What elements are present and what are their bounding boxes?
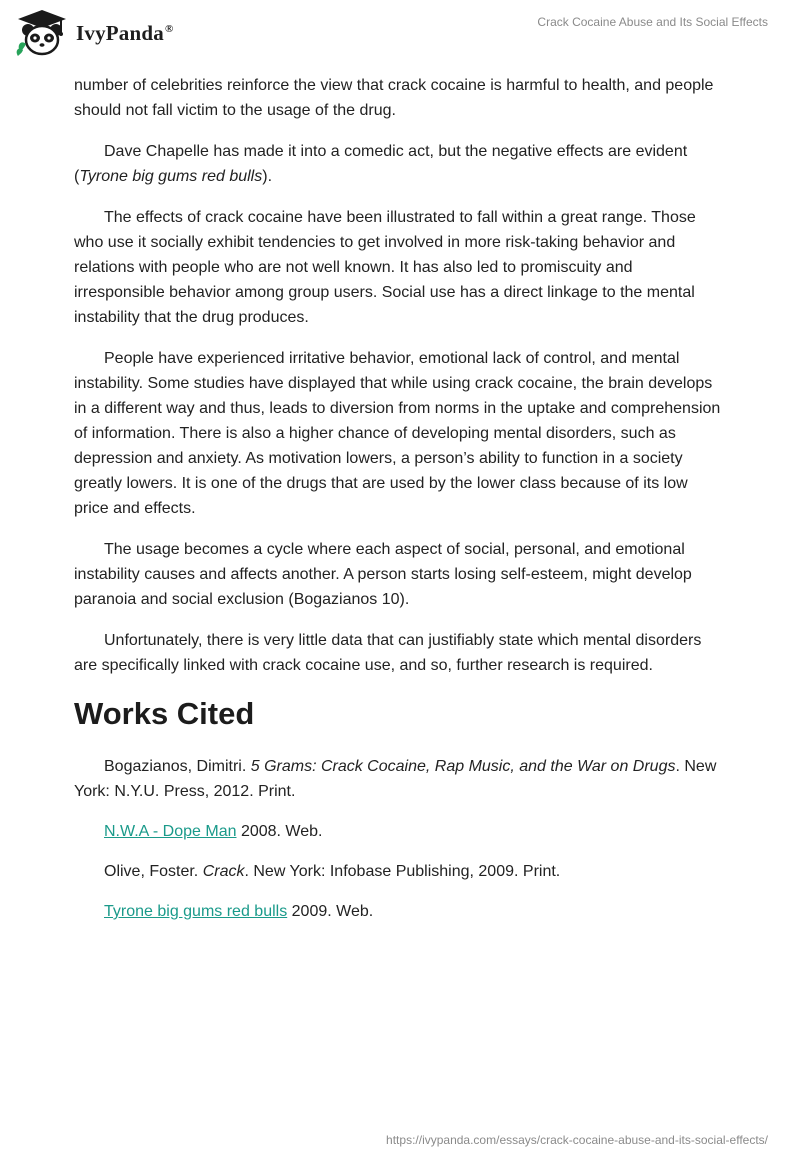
citation-bogazianos: Bogazianos, Dimitri. 5 Grams: Crack Cocaine, Rap Music, and the War on Drugs. New York: N.Y.U. Press, 2012. Print. (74, 758, 717, 800)
ivypanda-logo[interactable] (14, 8, 173, 58)
citation-nwa: N.W.A - Dope Man 2008. Web. (104, 823, 323, 840)
panda-graduate-icon (14, 8, 70, 58)
tyrone-big-gums-link[interactable]: Tyrone big gums red bulls (104, 903, 288, 920)
paragraph-5: The usage becomes a cycle where each aspect of social, personal, and emotional instability causes and affects another. A person starts losing self-esteem, might develop paranoia and social exclusion (Bogazianos 10). (74, 541, 692, 608)
paragraph-6: Unfortunately, there is very little data that can justifiably state which mental disorders are specifically linked with crack cocaine use, and so, further research is required. (74, 632, 702, 674)
paragraph-1: number of celebrities reinforce the view that crack cocaine is harmful to health, and people should not fall victim to the usage of the drug. (74, 77, 714, 119)
paragraph-3: The effects of crack cocaine have been illustrated to fall within a great range. Those who use it socially exhibit tendencies to get involved in more risk-taking behavior and relations with people who are not well known. It has also led to promiscuity and irresponsible behavior among group users. Social use has a direct linkage to the mental instability that the drug produces. (74, 209, 696, 326)
essay-content (74, 73, 726, 939)
citation-olive: Olive, Foster. Crack. New York: Infobase Publishing, 2009. Print. (104, 863, 561, 880)
paragraph-2: Dave Chapelle has made it into a comedic act, but the negative effects are evident (Tyrone big gums red bulls). (74, 143, 688, 185)
works-cited-heading: Works Cited (74, 696, 255, 731)
page-url: https://ivypanda.com/essays/crack-cocaine-abuse-and-its-social-effects/ (386, 1133, 768, 1147)
paragraph-4: People have experienced irritative behavior, emotional lack of control, and mental instability. Some studies have displayed that while using crack cocaine, the brain develops in a different way and thus, leads to diversion from norms in the uptake and comprehension of information. There is also a higher chance of developing mental disorders, such as depression and anxiety. As motivation lowers, a person’s ability to function in a society greatly lowers. It is one of the drugs that are used by the lower class because of its low price and effects. (74, 350, 721, 517)
page-header (0, 0, 800, 70)
source-italic: Tyrone big gums red bulls (79, 168, 263, 185)
brand-name: IvyPanda® (76, 20, 174, 45)
nwa-dope-man-link[interactable]: N.W.A - Dope Man (104, 823, 237, 840)
citation-tyrone: Tyrone big gums red bulls 2009. Web. (104, 903, 374, 920)
document-title: Crack Cocaine Abuse and Its Social Effects (537, 15, 768, 29)
registered-mark: ® (164, 22, 174, 35)
